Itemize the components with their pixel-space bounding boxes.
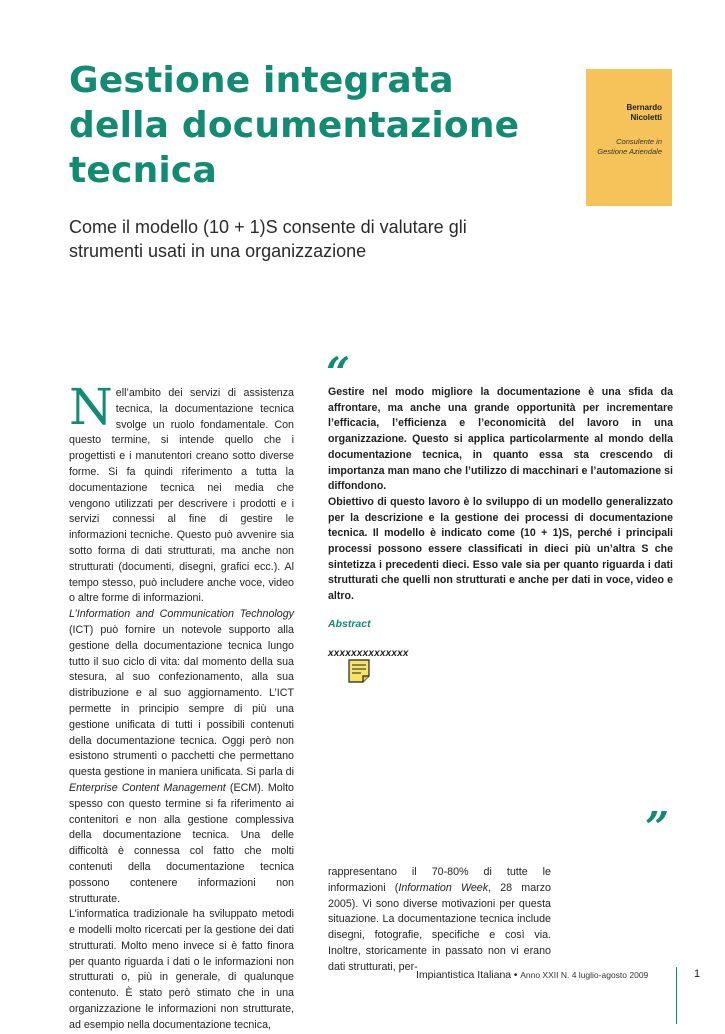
author-role — [586, 137, 662, 157]
article-title: Gestione integrata della documentazione tecnica — [69, 60, 520, 191]
page-number: 1 — [694, 968, 701, 980]
body-column-right — [328, 865, 551, 976]
footer-divider — [676, 967, 677, 1024]
abstract-placeholder: xxxxxxxxxxxxxx — [328, 648, 409, 659]
author-first-name: Bernardo — [626, 103, 662, 112]
source-citation: Information Week — [398, 881, 489, 894]
journal-name: Impiantistica Italiana — [416, 969, 512, 981]
body-column-left — [69, 378, 294, 1034]
summary-block — [328, 385, 673, 605]
paragraph-intro-text: ell’ambito dei servizi di assistenza tecnica, la documentazione tecnica svolge un ruolo fondamentale. Con questo termine, si intende quello che i progettisti e i manutentori creano sotto diverse forme. Si fa quindi riferimento a tutta la documentazione tecnica nei media che vengono utilizzati per descrivere i prodotti e i servizi connessi al fine di gestire le informazioni tecniche. Questo può avvenire sia sotto forma di dati strutturati, ma anche non strutturati (documenti, disegni, grafici ecc.). Al tempo stesso, può includere anche voce, video o altre forme di informazioni. — [69, 387, 294, 605]
article-subtitle: Come il modello (10 + 1)S consente di valutare gli strumenti usati in una organizzazione — [69, 217, 467, 261]
paragraph-continuation — [328, 865, 551, 976]
ict-term: L’Information and Communication Technology — [69, 608, 294, 621]
drop-cap: N — [69, 378, 113, 436]
footer-bullet: • — [513, 970, 518, 981]
ecm-term: Enterprise Content Management — [69, 781, 226, 794]
author-box — [586, 69, 672, 206]
paragraph-ict-text: (ICT) può fornire un notevole supporto alla gestione della documentazione tecnica lungo tutto il suo ciclo di vita: dal momento della sua stesura, al suo confezionamento, alla sua distribuzione e al suo aggiornamento. L’ICT permette in principio sempre di più una gestione unificata di tutti i possibili contenuti della documentazione tecnica. Oggi però non esistono strumenti o pacchetti che permettano questa gestione in maniera unificata. Si parla di — [69, 623, 294, 779]
page-footer — [416, 969, 648, 981]
summary-paragraph-2: Obiettivo di questo lavoro è lo sviluppo di un modello generalizzato per la descrizione e la gestione dei processi di documentazione tecnica. Il modello è indicato come (10 + 1)S, perché i principali processi possono essere classificati in dieci più un’altra S che sintetizza i precedenti dieci. Esso vale sia per quanto riguarda i dati strutturati che quelli non strutturati e anche per dati in voce, video e altro. — [328, 495, 673, 603]
author-role-line2: Gestione Aziendale — [597, 147, 662, 156]
abstract-label: Abstract — [328, 618, 371, 630]
paragraph-continuation-end: , 28 marzo 2005). Vi sono diverse motivazioni per questa situazione. La documentazione tecnica include disegni, fotografie, specifiche e così via. Inoltre, storicamente in passato non vi erano dati strutturati, per- — [328, 881, 551, 973]
paragraph-informatica: L’informatica tradizionale ha sviluppato metodi e modelli molto ricercati per la gestione dei dati strutturati. Molto meno invece si è fatto finora per quanto riguarda i dati o le informazioni non strutturati o, più in generale, di qualunque contenuto. È stato però stimato che in una organizzazione le informazioni non strutturate, ad esempio nella documentazione tecnica, — [69, 908, 294, 1031]
paragraph-intro — [69, 378, 294, 607]
note-icon[interactable] — [348, 659, 370, 683]
paragraph-ict-end: (ECM). Molto spesso con questo termine si fa riferimento ai contenitori e non alla gestione complessiva della documentazione tecnica. Una delle difficoltà è connessa col fatto che molti contenuti della documentazione tecnica possono contenere informazioni non strutturate. — [69, 781, 294, 905]
author-name — [586, 103, 662, 123]
paragraph-continuation-start: rappresentano il 70-80% di tutte le informazioni ( — [328, 866, 551, 894]
author-last-name: Nicoletti — [630, 113, 662, 122]
open-quote-icon: “ — [326, 348, 345, 397]
author-role-line1: Consulente in — [616, 137, 662, 146]
close-quote-icon: ” — [645, 803, 664, 852]
summary-paragraph-1: Gestire nel modo migliore la documentazione è una sfida da affrontare, ma anche una grande opportunità per incrementare l’efficacia, l’efficienza e l’economicità del lavoro in una organizzazione. Questo si applica particolarmente al mondo della documentazione tecnica, in quanto essa sta crescendo di importanza man mano che l’utilizzo di macchinari e l’automazione si diffondono. — [328, 386, 673, 493]
paragraph-ict — [69, 607, 294, 907]
issue-info: Anno XXII N. 4 luglio-agosto 2009 — [520, 970, 649, 980]
